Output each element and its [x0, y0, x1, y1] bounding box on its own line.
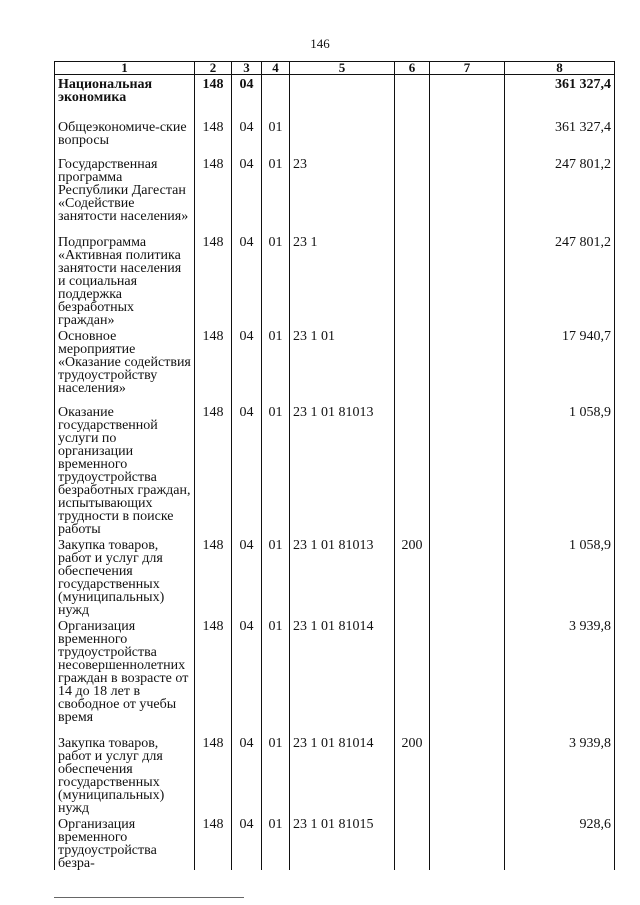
- row-code-4: 01: [262, 734, 290, 815]
- row-code-6: 200: [395, 536, 430, 617]
- row-code-6: [395, 233, 430, 327]
- row-amount: 361 327,4: [505, 75, 615, 118]
- row-code-5: 23 1: [290, 233, 395, 327]
- row-code-7: [430, 734, 505, 815]
- column-header: 2: [195, 62, 232, 75]
- row-code-7: [430, 75, 505, 118]
- row-name: Национальная экономика: [55, 75, 195, 118]
- row-name: Подпрограмма «Активная политика занятости населения и социальная поддержка безработных граждан»: [55, 233, 195, 327]
- row-code-7: [430, 403, 505, 536]
- column-header: 4: [262, 62, 290, 75]
- table-row: [55, 118, 615, 155]
- row-code-4: 01: [262, 815, 290, 870]
- row-code-3: 04: [232, 536, 262, 617]
- row-code-2: 148: [195, 233, 232, 327]
- row-name: Организация временного трудоустройства безра-: [55, 815, 195, 870]
- row-code-6: [395, 403, 430, 536]
- row-code-4: [262, 75, 290, 118]
- row-name: Организация временного трудоустройства несовершеннолетних граждан в возрасте от 14 до 18 лет в свободное от учебы время: [55, 617, 195, 734]
- row-code-2: 148: [195, 155, 232, 233]
- row-code-2: 148: [195, 327, 232, 403]
- row-code-3: 04: [232, 734, 262, 815]
- row-code-4: 01: [262, 403, 290, 536]
- row-code-7: [430, 815, 505, 870]
- row-code-6: 200: [395, 734, 430, 815]
- row-code-5: 23 1 01 81013: [290, 536, 395, 617]
- row-code-2: 148: [195, 403, 232, 536]
- table-row: [55, 617, 615, 734]
- row-amount: 3 939,8: [505, 617, 615, 734]
- row-code-6: [395, 815, 430, 870]
- row-code-5: 23 1 01 81014: [290, 617, 395, 734]
- row-amount: 247 801,2: [505, 233, 615, 327]
- row-code-2: 148: [195, 118, 232, 155]
- row-code-2: 148: [195, 617, 232, 734]
- row-code-7: [430, 155, 505, 233]
- row-code-2: 148: [195, 536, 232, 617]
- row-code-7: [430, 536, 505, 617]
- column-header: 1: [55, 62, 195, 75]
- column-header: 3: [232, 62, 262, 75]
- row-code-7: [430, 118, 505, 155]
- row-code-4: 01: [262, 118, 290, 155]
- row-code-3: 04: [232, 327, 262, 403]
- row-code-2: 148: [195, 815, 232, 870]
- row-code-5: 23 1 01 81013: [290, 403, 395, 536]
- row-amount: 17 940,7: [505, 327, 615, 403]
- row-code-3: 04: [232, 233, 262, 327]
- column-header: 8: [505, 62, 615, 75]
- page-number: 146: [310, 36, 330, 51]
- row-amount: 1 058,9: [505, 536, 615, 617]
- row-code-5: [290, 75, 395, 118]
- row-code-4: 01: [262, 233, 290, 327]
- row-code-6: [395, 327, 430, 403]
- budget-table: [54, 61, 615, 870]
- row-code-5: 23 1 01 81015: [290, 815, 395, 870]
- row-code-3: 04: [232, 403, 262, 536]
- row-code-7: [430, 233, 505, 327]
- column-header: 7: [430, 62, 505, 75]
- table-row: [55, 233, 615, 327]
- row-code-3: 04: [232, 815, 262, 870]
- table-row: [55, 155, 615, 233]
- row-name: Закупка товаров, работ и услуг для обеспечения государственных (муниципальных) нужд: [55, 536, 195, 617]
- row-code-5: 23: [290, 155, 395, 233]
- row-amount: 1 058,9: [505, 403, 615, 536]
- row-code-5: 23 1 01: [290, 327, 395, 403]
- row-code-7: [430, 327, 505, 403]
- table-row: [55, 403, 615, 536]
- row-code-2: 148: [195, 734, 232, 815]
- row-name: Закупка товаров, работ и услуг для обеспечения государственных (муниципальных) нужд: [55, 734, 195, 815]
- table-row: [55, 815, 615, 870]
- column-header: 6: [395, 62, 430, 75]
- row-code-4: 01: [262, 536, 290, 617]
- row-name: Государственная программа Республики Дагестан «Содействие занятости населения»: [55, 155, 195, 233]
- table-row: [55, 536, 615, 617]
- row-code-5: [290, 118, 395, 155]
- row-code-3: 04: [232, 75, 262, 118]
- footer-rule: [54, 897, 244, 898]
- row-code-3: 04: [232, 617, 262, 734]
- header-row: [55, 62, 615, 75]
- row-code-7: [430, 617, 505, 734]
- table-row: [55, 75, 615, 118]
- row-code-5: 23 1 01 81014: [290, 734, 395, 815]
- row-name: Общеэкономиче-ские вопросы: [55, 118, 195, 155]
- row-code-4: 01: [262, 617, 290, 734]
- row-code-4: 01: [262, 327, 290, 403]
- row-code-6: [395, 118, 430, 155]
- row-amount: 247 801,2: [505, 155, 615, 233]
- row-code-6: [395, 155, 430, 233]
- row-code-3: 04: [232, 155, 262, 233]
- table-row: [55, 734, 615, 815]
- row-code-2: 148: [195, 75, 232, 118]
- row-code-6: [395, 617, 430, 734]
- row-amount: 928,6: [505, 815, 615, 870]
- row-amount: 361 327,4: [505, 118, 615, 155]
- row-name: Основное мероприятие «Оказание содействия трудоустройству населения»: [55, 327, 195, 403]
- row-amount: 3 939,8: [505, 734, 615, 815]
- table-row: [55, 327, 615, 403]
- row-name: Оказание государственной услуги по организации временного трудоустройства безработных граждан, испытывающих трудности в поиске работы: [55, 403, 195, 536]
- row-code-4: 01: [262, 155, 290, 233]
- row-code-6: [395, 75, 430, 118]
- row-code-3: 04: [232, 118, 262, 155]
- column-header: 5: [290, 62, 395, 75]
